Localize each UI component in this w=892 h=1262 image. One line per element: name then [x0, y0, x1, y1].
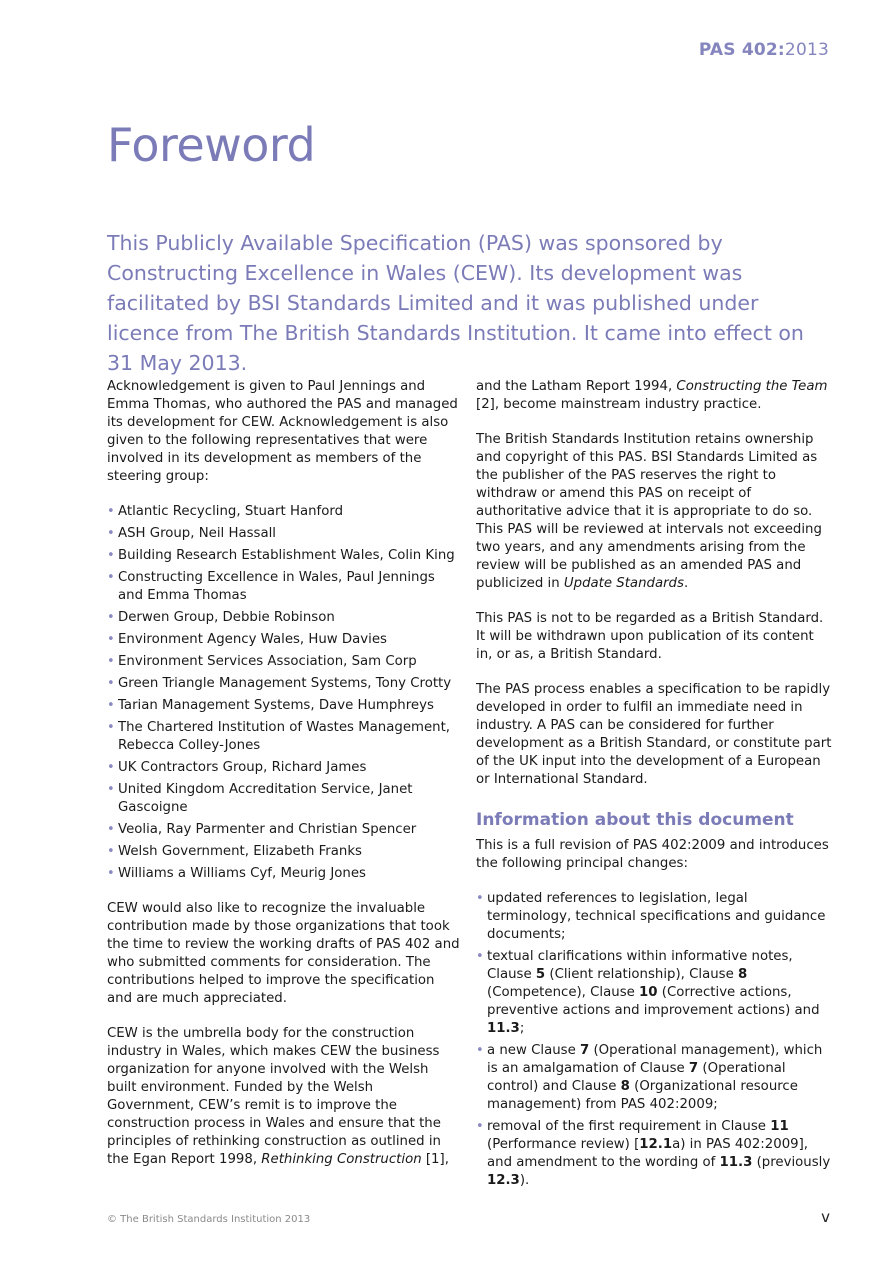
list-item: • Williams a Williams Cyf, Meurig Jones — [107, 866, 366, 881]
bullet-icon: • — [107, 866, 115, 881]
not-standard-paragraph: This PAS is not to be regarded as a British Standard. It will be withdrawn upon publication of its content in, or as, a British Standard. — [476, 611, 824, 662]
bullet-icon: • — [107, 504, 115, 519]
pas-number: PAS 402: — [698, 40, 785, 60]
list-item: • a new Clause 7 (Operational management), which is an amalgamation of Clause 7 (Operational control) and Clause 8 (Organizational resource management) from PAS 402:2009; — [476, 1043, 823, 1112]
right-column — [476, 378, 834, 1207]
list-item: • Welsh Government, Elizabeth Franks — [107, 844, 362, 859]
bullet-icon: • — [476, 1043, 484, 1058]
ownership-paragraph: The British Standards Institution retains ownership and copyright of this PAS. BSI Standards Limited as the publisher of the PAS reserves the right to withdraw or amend this PAS on receipt of authoritative advice that it is appropriate to do so. This PAS will be reviewed at intervals not exceeding two years, and any amendments arising from the review will be published as an amended PAS and publicized in Update Standards. — [476, 432, 822, 591]
bullet-icon: • — [107, 526, 115, 541]
bullet-icon: • — [107, 676, 115, 691]
pas-process-paragraph: The PAS process enables a specification to be rapidly developed in order to fulfil an immediate need in industry. A PAS can be considered for further development as a British Standard, or constitute part of the UK input into the development of a European or International Standard. — [476, 682, 832, 787]
revision-paragraph: This is a full revision of PAS 402:2009 and introduces the following principal changes: — [476, 838, 829, 871]
bullet-icon: • — [476, 891, 484, 906]
bullet-icon: • — [107, 760, 115, 775]
bullet-icon: • — [107, 570, 115, 585]
list-item: • The Chartered Institution of Wastes Management, Rebecca Colley-Jones — [107, 720, 451, 753]
bullet-icon: • — [476, 1119, 484, 1134]
list-item: • Tarian Management Systems, Dave Humphreys — [107, 698, 434, 713]
left-column — [107, 378, 462, 1186]
list-item: • Veolia, Ray Parmenter and Christian Spencer — [107, 822, 417, 837]
list-item: • updated references to legislation, legal terminology, technical specifications and guidance documents; — [476, 891, 826, 942]
bullet-icon: • — [107, 720, 115, 735]
list-item: • Building Research Establishment Wales, Colin King — [107, 548, 455, 563]
egan-report-title: Rethinking Construction — [261, 1152, 422, 1167]
list-item: • Atlantic Recycling, Stuart Hanford — [107, 504, 344, 519]
recognition-paragraph: CEW would also like to recognize the invaluable contribution made by those organizations that took the time to review the working drafts of PAS 402 and who submitted comments for consideration. The contributions helped to improve the specification and are much appreciated. — [107, 901, 460, 1006]
intro-paragraph: This Publicly Available Specification (PAS) was sponsored by Constructing Excellence in Wales (CEW). Its development was facilitated by BSI Standards Limited and it was published under licence from The British Standards Institution. It came into effect on 31 May 2013. — [107, 231, 804, 375]
acknowledgement-paragraph: Acknowledgement is given to Paul Jennings and Emma Thomas, who authored the PAS and managed its development for CEW. Acknowledgement is also given to the following representatives that were involved in its development as members of the steering group: — [107, 379, 458, 484]
cew-paragraph: CEW is the umbrella body for the construction industry in Wales, which makes CEW the business organization for anyone involved with the Welsh built environment. Funded by the Welsh Government, CEW’s remit is to improve the construction process in Wales and ensure that the principles of rethinking construction as outlined in the Egan Report 1998, Rethinking Construction [1], — [107, 1026, 449, 1167]
list-item: • Environment Agency Wales, Huw Davies — [107, 632, 387, 647]
update-standards-title: Update Standards — [563, 576, 684, 591]
bullet-icon: • — [107, 548, 115, 563]
list-item: • UK Contractors Group, Richard James — [107, 760, 367, 775]
bullet-icon: • — [107, 698, 115, 713]
document-reference — [699, 40, 829, 60]
list-item: • Green Triangle Management Systems, Tony Crotty — [107, 676, 452, 691]
bullet-icon: • — [107, 782, 115, 797]
latham-report-title: Constructing the Team — [676, 379, 828, 394]
pas-year: 2013 — [784, 40, 829, 60]
changes-list — [476, 890, 834, 1190]
bullet-icon: • — [107, 610, 115, 625]
bullet-icon: • — [107, 654, 115, 669]
steering-group-list — [107, 503, 462, 883]
bullet-icon: • — [107, 844, 115, 859]
list-item: • textual clarifications within informative notes, Clause 5 (Client relationship), Clause 8 (Competence), Clause 10 (Corrective actions, preventive actions and improvement actions) and 11.3; — [476, 949, 820, 1036]
list-item: • ASH Group, Neil Hassall — [107, 526, 276, 541]
page-title: Foreword — [107, 118, 316, 172]
list-item: • Environment Services Association, Sam Corp — [107, 654, 417, 669]
bullet-icon: • — [107, 632, 115, 647]
list-item: • removal of the first requirement in Clause 11 (Performance review) [12.1a) in PAS 402:2009], and amendment to the wording of 11.3 (previously 12.3). — [476, 1119, 831, 1188]
bullet-icon: • — [476, 949, 484, 964]
list-item: • Constructing Excellence in Wales, Paul Jennings and Emma Thomas — [107, 570, 435, 603]
bullet-icon: • — [107, 822, 115, 837]
page-number: v — [821, 1208, 830, 1226]
list-item: • United Kingdom Accreditation Service, Janet Gascoigne — [107, 782, 413, 815]
list-item: • Derwen Group, Debbie Robinson — [107, 610, 335, 625]
copyright-notice: © The British Standards Institution 2013 — [107, 1214, 311, 1225]
latham-paragraph: and the Latham Report 1994, Constructing the Team [2], become mainstream industry practice. — [476, 379, 828, 412]
section-heading: Information about this document — [476, 810, 794, 830]
